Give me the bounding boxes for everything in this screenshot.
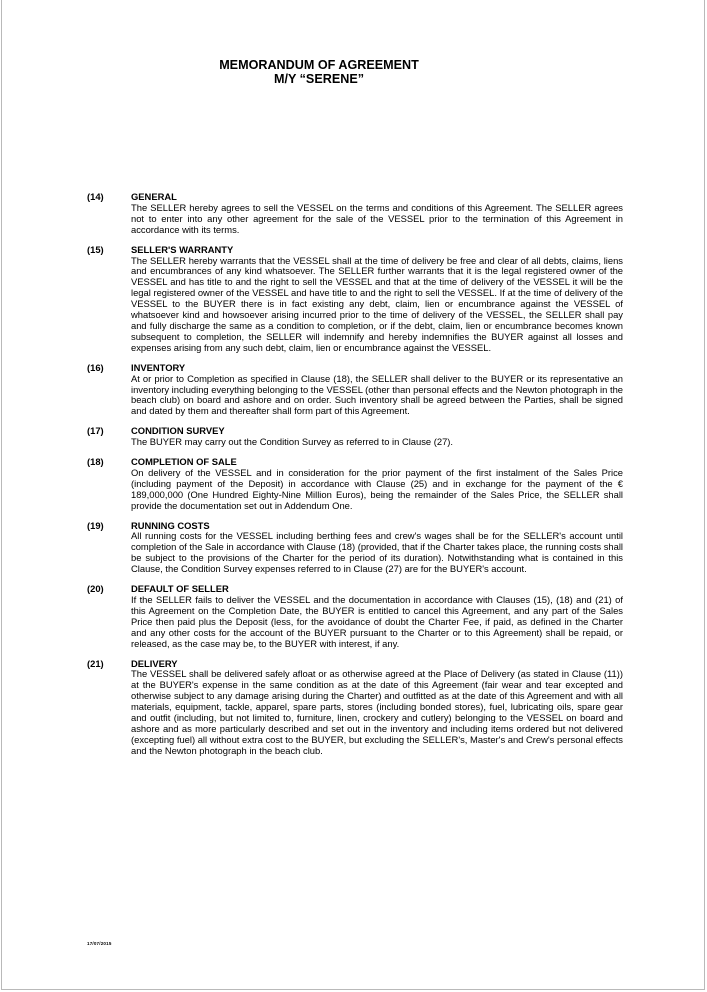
clause-text: On delivery of the VESSEL and in consideration for the prior payment of the first instalment of the Sales Price (including payment of the Deposit) in accordance with Clause (25) and in exchange for the payment of the € 189,000,000 (One Hundred Eighty-Nine Million Euros), being the remainder of the Sales Price, the SELLER shall provide the documentation set out in Addendum One.	[131, 466, 623, 511]
clause-heading: COMPLETION OF SALE	[131, 456, 237, 468]
document-page	[1, 0, 705, 990]
clause-text: The VESSEL shall be delivered safely afloat or as otherwise agreed at the Place of Delivery (as stated in Clause (11)) at the BUYER's expense in the same condition as at the date of this Agreement (fair wear and tear excepted and otherwise subject to any damage arising during the Charter) and outfitted as at the date of this Agreement and with all materials, equipment, tackle, apparel, spare parts, stores (including bonded stores), fuel, lubricating oils, spare gear and outfit (including, but not limited to, furniture, linen, crockery and cutlery) belonging to the VESSEL on board and ashore and as more particularly described and set out in the inventory and including items ordered but not delivered (excepting fuel) all without extra cost to the BUYER, but excluding the SELLER's, Master's and Crew's personal effects and the Newton photograph in the beach club.	[131, 668, 623, 756]
clause-heading: DEFAULT OF SELLER	[131, 583, 229, 595]
clause-list	[87, 192, 623, 766]
clause-number: (20)	[87, 583, 104, 595]
clause-text: If the SELLER fails to deliver the VESSEL and the documentation in accordance with Clauses (15), (18) and (21) of this Agreement on the Completion Date, the BUYER is entitled to cancel this Agreement, and any part of the Sales Price then paid plus the Deposit (less, for the avoidance of doubt the Charter Fee, if paid, as defined in the Charter and any other costs for the account of the BUYER pursuant to the Charter or to this Agreement) shall be repaid, or released, as the case may be, to the BUYER with interest, if any.	[131, 594, 623, 649]
clause-heading: RUNNING COSTS	[131, 519, 210, 531]
clause-20	[87, 584, 623, 649]
clause-number: (19)	[87, 519, 104, 531]
clause-heading: SELLER'S WARRANTY	[131, 243, 234, 255]
clause-number: (16)	[87, 361, 104, 373]
document-title	[2, 58, 636, 86]
footer-date-code: 17/07/2015	[87, 941, 112, 946]
clause-heading: INVENTORY	[131, 361, 186, 373]
clause-text: The SELLER hereby agrees to sell the VESSEL on the terms and conditions of this Agreement. The SELLER agrees not to enter into any other agreement for the sale of the VESSEL prior to the termination of this Agreement in accordance with its terms.	[131, 201, 623, 235]
clause-18	[87, 457, 623, 512]
title-line-1: MEMORANDUM OF AGREEMENT	[219, 58, 419, 72]
clause-21	[87, 659, 623, 757]
clause-14	[87, 192, 623, 236]
clause-15	[87, 245, 623, 354]
clause-number: (15)	[87, 243, 104, 255]
clause-17	[87, 426, 623, 448]
clause-number: (21)	[87, 657, 104, 669]
clause-text: All running costs for the VESSEL including berthing fees and crew's wages shall be for the SELLER's account until completion of the Sale in accordance with Clause (18) (provided, that if the Charter takes place, the running costs shall be subject to the provisions of the Charter for the period of its duration). Notwithstanding what is contained in this Clause, the Condition Survey expenses referred to in Clause (27) are for the BUYER's account.	[131, 530, 623, 575]
clause-text: The BUYER may carry out the Condition Survey as referred to in Clause (27).	[131, 436, 454, 448]
title-line-2: M/Y “SERENE”	[273, 72, 365, 86]
clause-number: (17)	[87, 425, 104, 437]
clause-number: (14)	[87, 191, 104, 202]
clause-heading: DELIVERY	[131, 657, 178, 669]
clause-number: (18)	[87, 456, 104, 468]
clause-19	[87, 521, 623, 576]
clause-16	[87, 363, 623, 418]
clause-text: At or prior to Completion as specified in Clause (18), the SELLER shall deliver to the BUYER or its representative an inventory including everything belonging to the VESSEL (other than personal effects and the Newton photograph in the beach club) on board and ashore and on order. Such inventory shall be agreed between the Parties, shall be signed and dated by them and thereafter shall form part of this Agreement.	[131, 372, 623, 417]
clause-text: The SELLER hereby warrants that the VESSEL shall at the time of delivery be free and clear of all debts, claims, liens and encumbrances of any kind whatsoever. The SELLER further warrants that it is the legal registered owner of the VESSEL and has title to and the right to sell the VESSEL and that at the time of delivery of the VESSEL it will be the legal registered owner of the VESSEL and have title to and the right to sell the VESSEL. If at the time of delivery of the VESSEL to the BUYER there is in fact existing any debt, claim, lien or encumbrance against the VESSEL of whatsoever kind and howsoever arising incurred prior to the time of delivery of the VESSEL, the SELLER shall pay and fully discharge the same as a condition to completion, or if the debt, claim, lien or encumbrance becomes known subsequent to completion, the SELLER will indemnify and hereby indemnifies the BUYER against all losses and expenses arising from any such debt, claim, lien or encumbrance against the VESSEL.	[131, 254, 623, 353]
clause-heading: GENERAL	[131, 191, 177, 202]
clause-heading: CONDITION SURVEY	[131, 425, 225, 437]
